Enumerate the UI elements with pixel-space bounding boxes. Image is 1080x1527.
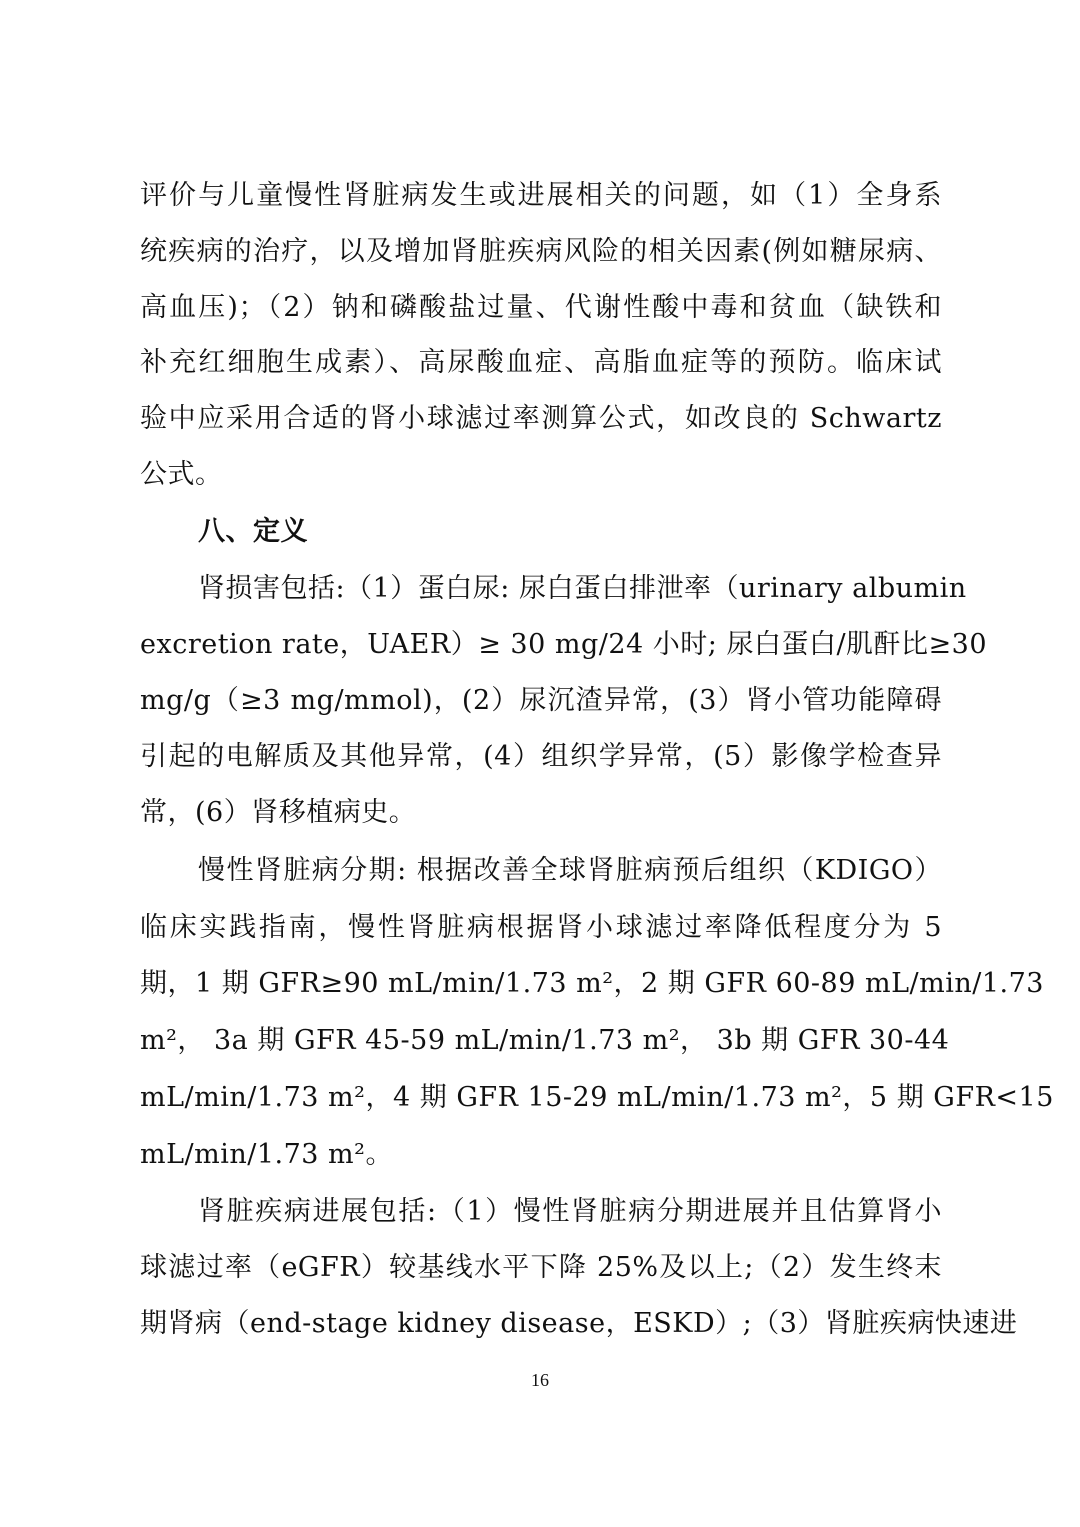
paragraph-line: 高血压)；（2）钠和磷酸盐过量、代谢性酸中毒和贫血（缺铁和	[140, 292, 942, 323]
paragraph-line: 肾脏疾病进展包括:（1）慢性肾脏病分期进展并且估算肾小	[198, 1196, 942, 1227]
paragraph-line: 评价与儿童慢性肾脏病发生或进展相关的问题，如（1）全身系	[140, 180, 942, 211]
paragraph-line: 公式。	[140, 459, 223, 490]
paragraph-line: mL/min/1.73 m²。	[140, 1139, 393, 1170]
paragraph-line: 补充红细胞生成素）、高尿酸血症、高脂血症等的预防。临床试	[140, 347, 942, 378]
paragraph-line: mL/min/1.73 m²，4 期 GFR 15-29 mL/min/1.73 m²，5 期 GFR<15	[140, 1082, 1054, 1113]
paragraph-line: 期，1 期 GFR≥90 mL/min/1.73 m²，2 期 GFR 60-89 mL/min/1.73	[140, 968, 1044, 999]
paragraph-line: 慢性肾脏病分期: 根据改善全球肾脏病预后组织（KDIGO）	[198, 855, 942, 886]
paragraph-line: mg/g（≥3 mg/mmol)，(2）尿沉渣异常，(3）肾小管功能障碍	[140, 685, 942, 716]
paragraph-line: 球滤过率（eGFR）较基线水平下降 25%及以上;（2）发生终末	[140, 1252, 942, 1283]
paragraph-line: m²， 3a 期 GFR 45-59 mL/min/1.73 m²， 3b 期 GFR 30-44	[140, 1025, 950, 1056]
page-number: 16	[531, 1370, 549, 1390]
paragraph-line: 验中应采用合适的肾小球滤过率测算公式，如改良的 Schwartz	[140, 403, 942, 434]
paragraph-line: 常，(6）肾移植病史。	[140, 797, 417, 828]
section-heading: 八、定义	[198, 516, 308, 547]
paragraph-line: 肾损害包括:（1）蛋白尿: 尿白蛋白排泄率（urinary albumin	[198, 573, 967, 604]
paragraph-line: 引起的电解质及其他异常，(4）组织学异常，(5）影像学检查异	[140, 741, 942, 772]
paragraph-line: 期肾病（end-stage kidney disease，ESKD）;（3）肾脏疾病快速进	[140, 1308, 1018, 1339]
paragraph-line: 临床实践指南，慢性肾脏病根据肾小球滤过率降低程度分为 5	[140, 912, 942, 943]
paragraph-line: excretion rate，UAER）≥ 30 mg/24 小时; 尿白蛋白/肌酐比≥30	[140, 629, 988, 660]
paragraph-line: 统疾病的治疗，以及增加肾脏疾病风险的相关因素(例如糖尿病、	[140, 236, 942, 267]
